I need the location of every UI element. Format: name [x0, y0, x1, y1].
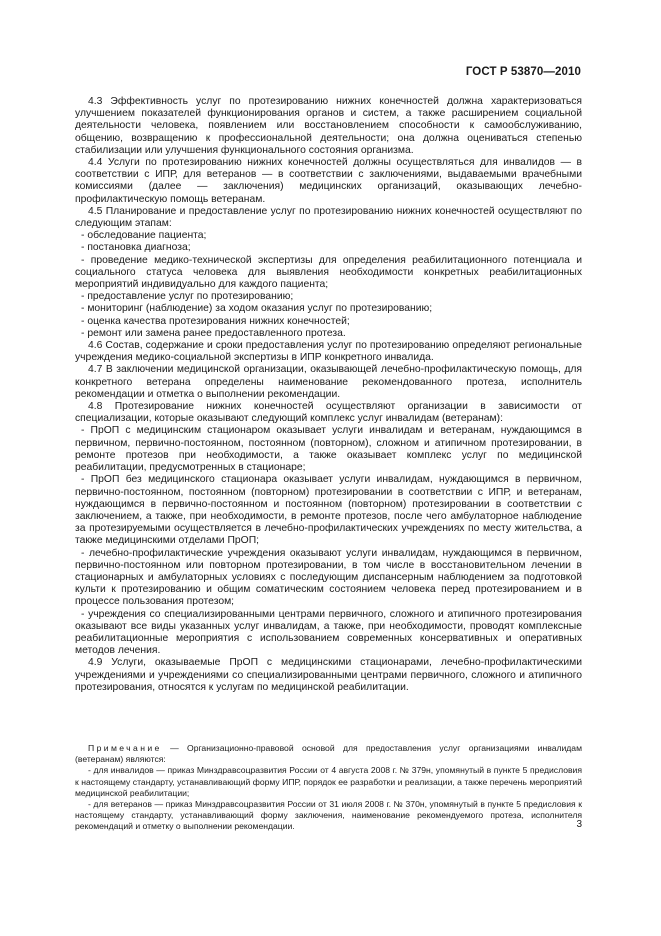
note-intro: [75, 743, 582, 765]
main-text: [75, 96, 582, 694]
clause-4-8-item: - ПрОП с медицинским стационаром оказывает услуги инвалидам и ветеранам, нуждающимся в первичном, первично-постоянном, постоянном (повторном), сложном и атипичном протезировании, в ремонте протезов при необходимости, а также оказывает комплекс услуг по медицинской реабилитации, предусмотренных в стационаре;: [75, 425, 582, 474]
clause-4-5-item: - предоставление услуг по протезированию;: [81, 291, 294, 303]
clause-4-8: 4.8 Протезирование нижних конечностей осуществляют организации в зависимости от специализации, которые оказывают следующий комплекс услуг инвалидам (ветеранам):: [75, 401, 582, 425]
note-label: Примечание: [88, 743, 162, 753]
clause-4-5-item: - ремонт или замена ранее предоставленного протеза.: [81, 327, 346, 339]
note-item: - для ветеранов — приказ Минздравсоцразвития России от 31 июля 2008 г. № 370н, упомянутый в пункте 5 предисловия к настоящему стандарту, устанавливающий форму заключения, наименование рекомендуемого протеза, исполнителя рекомендаций и отметку о выполнении рекомендации.: [75, 799, 582, 832]
clause-4-5: 4.5 Планирование и предоставление услуг по протезированию нижних конечностей осуществляют по следующим этапам:: [75, 205, 582, 230]
note-text: — Организационно-правовой основой для предоставления услуг организациями инвалидам (ветеранам) являются:: [75, 743, 582, 765]
clause-4-5-item: - проведение медико-технической экспертизы для определения реабилитационного потенциала и социального статуса человека для выявления необходимости конкретных реабилитационных мероприятий индивидуально для каждого пациента;: [75, 254, 582, 291]
clause-4-5-item: - постановка диагноза;: [81, 242, 191, 254]
clause-4-5-item: - обследование пациента;: [81, 230, 207, 242]
page-number: 3: [576, 819, 582, 830]
clause-4-4: 4.4 Услуги по протезированию нижних конечностей должны осуществляться для инвалидов — в соответствии с ИПР, для ветеранов — в соответствии с заключениями, выдаваемыми врачебными комиссиями (далее — заключения) медицинских организаций, оказывающих лечебно-профилактическую помощь ветеранам.: [75, 157, 582, 205]
clause-4-6: 4.6 Состав, содержание и сроки предоставления услуг по протезированию определяют региональные учреждения медико-социальной экспертизы в ИПР конкретного инвалида.: [75, 340, 582, 364]
note-block: [75, 743, 582, 833]
clause-4-7: 4.7 В заключении медицинской организации, оказывающей лечебно-профилактическую помощь, для конкретного ветерана определены наименование рекомендованного протеза, исполнитель рекомендации и отметка о выполнении рекомендации.: [75, 364, 582, 400]
clause-4-8-item: - ПрОП без медицинского стационара оказывает услуги инвалидам, нуждающимся в первичном, первично-постоянном, постоянном (повторном) протезировании в соответствии с ИПР, и ветеранам, нуждающимся в первично-постоянном и постоянном (повторном) протезировании в соответствии с заключением, а также, при необходимости, в ремонте протезов, после чего амбулаторное наблюдение за протезируемыми осуществляется в лечебно-профилактических учреждениях по месту жительства, а также медицинскими отделами ПрОП;: [75, 474, 582, 547]
note-item: - для инвалидов — приказ Минздравсоцразвития России от 4 августа 2008 г. № 379н, упомянутый в пункте 5 предисловия к настоящему стандарту, устанавливающий форму ИПР, порядок ее разработки и реализации, а также перечень мероприятий медицинской реабилитации;: [75, 765, 582, 798]
clause-4-8-item: - лечебно-профилактические учреждения оказывают услуги инвалидам, нуждающимся в первичном, первично-постоянном или повторном протезировании, в том числе в восстановительном лечении в стационарных и амбулаторных условиях с последующим диспансерным наблюдением за подготовкой культи к протезированию и общим соматическим состоянием человека перед протезированием и в процессе пользования протезом;: [75, 547, 582, 608]
clause-4-5-item: - оценка качества протезирования нижних конечностей;: [81, 315, 350, 327]
clause-4-3: 4.3 Эффективность услуг по протезированию нижних конечностей должна характеризоваться улучшением показателей функционирования органов и систем, а также расширением социальной деятельности человека, появлением или восстановлением способности к самообслуживанию, общению, возвращению к профессиональной деятельности; она должна оцениваться степенью стабилизации или улучшения функционального состояния организма.: [75, 96, 582, 156]
clause-4-5-item: - мониторинг (наблюдение) за ходом оказания услуг по протезированию;: [81, 303, 433, 315]
clause-4-9: 4.9 Услуги, оказываемые ПрОП с медицинскими стационарами, лечебно-профилактическими учреждениями и учреждениями со специализированными центрами первичного, сложного и атипичного протезирования, относятся к услугам по медицинской реабилитации.: [75, 657, 582, 693]
document-header-id: ГОСТ Р 53870—2010: [465, 66, 581, 78]
clause-4-8-item: - учреждения со специализированными центрами первичного, сложного и атипичного протезирования оказывают все виды указанных услуг инвалидам, а также, при необходимости, проводят комплексные реабилитационные мероприятия с использованием современных консервативных и оперативных методов лечения.: [75, 608, 582, 657]
